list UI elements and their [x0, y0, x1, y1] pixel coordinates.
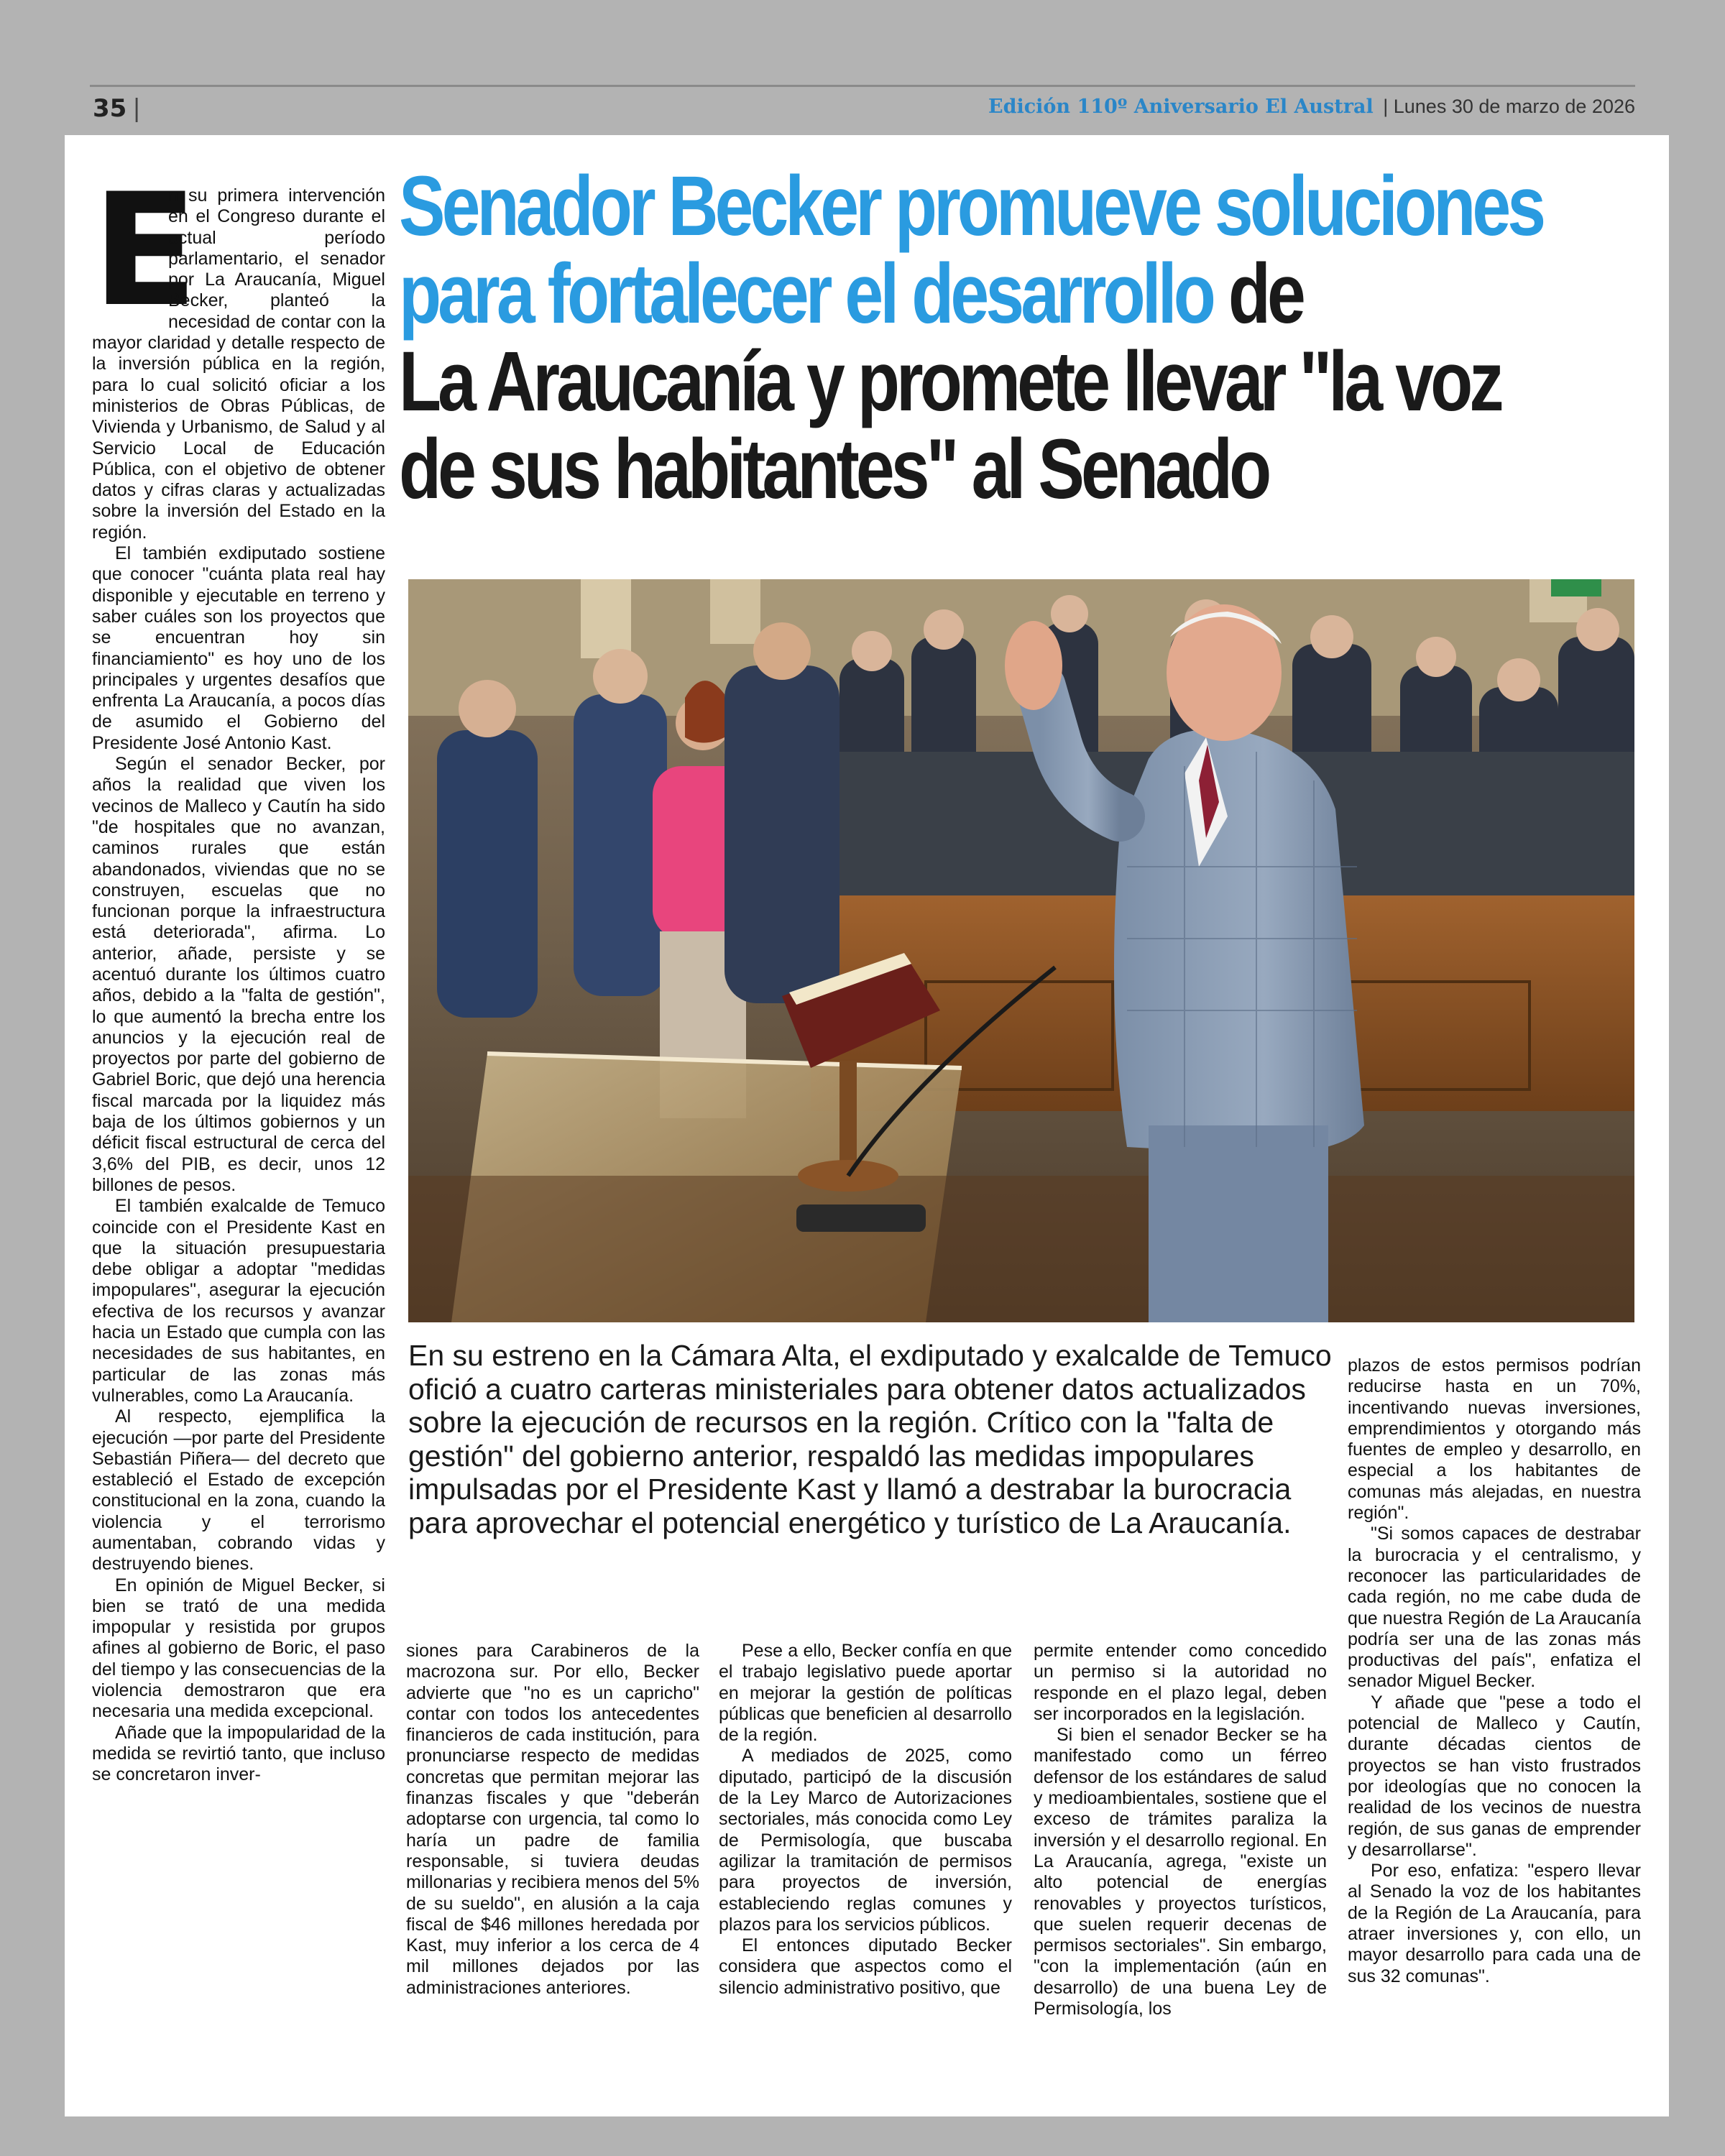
body-column-5	[1348, 1355, 1641, 1987]
edition-title: Edición 110º Aniversario El Austral	[988, 96, 1374, 118]
newspaper-page	[65, 135, 1669, 2116]
headline	[399, 159, 1543, 517]
paragraph: Y añade que "pese a todo el potencial de Malleco y Cautín, durante décadas cientos de proyectos se han visto frustrados por ideologías que no conocen la realidad de los vecinos de nuestra región, de sus ganas de emprender y desarrollarse".	[1348, 1692, 1641, 1860]
paragraph: Según el senador Becker, por años la realidad que viven los vecinos de Malleco y Cautín ha sido "de hospitales que no avanzan, caminos rurales que están abandonados, viviendas que no se construyen, escuelas que no funcionan porque la infraestructura está deteriorada", afirma. Lo anterior, añade, persiste y se acentuó durante los últimos cuatro años, debido a la "falta de gestión", lo que aumentó la brecha entre los anuncios y la ejecución real de proyectos por parte del gobierno de Gabriel Boric, que dejó una herencia fiscal marcada por la liquidez más baja de los últimos gobiernos y un déficit fiscal estructural de cerca del 3,6% del PIB, es decir, unos 12 billones de pesos.	[92, 754, 385, 1195]
paragraph: Añade que la impopularidad de la medida se revirtió tanto, que incluso se concretaron inver-	[92, 1722, 385, 1785]
paragraph: E n su primera intervención en el Congreso durante el actual período parlamentario, el senador por La Araucanía, Miguel Becker, planteó la necesidad de contar con la mayor claridad y detalle respecto de la inversión pública en la región, para lo cual solicitó oficiar a los ministerios de Obras Públicas, de Vivienda y Urbanismo, de Salud y al Servicio Local de Educación Pública, con el objetivo de obtener datos y cifras claras y actualizadas sobre la inversión del Estado en la región.	[92, 160, 385, 543]
body-column-3	[719, 1641, 1012, 1999]
chamber-window	[710, 579, 760, 644]
paragraph: Pese a ello, Becker confía en que el trabajo legislativo puede aportar en mejorar la gestión de políticas públicas que beneficien al desarrollo de la región.	[719, 1641, 1012, 1746]
photo-illustration	[408, 579, 1634, 1322]
page-header	[90, 85, 1635, 129]
paragraph: Al respecto, ejemplifica la ejecución —por parte del Presidente Sebastián Piñera— del decreto que estableció el Estado de excepción constitucional en la zona, cuando la violencia y el terrorismo aumentaban, cobrando vidas y destruyendo bienes.	[92, 1406, 385, 1575]
headline-line-2: para fortalecer el desarrollo de	[399, 247, 1302, 341]
paragraph: permite entender como concedido un permiso si la autoridad no responde en el plazo legal, deben ser incorporados en la legislación.	[1034, 1641, 1327, 1724]
body-column-1	[92, 160, 385, 1786]
headline-line-1: Senador Becker promueve soluciones	[399, 159, 1543, 254]
page-number-separator: |	[132, 94, 141, 123]
paragraph: A mediados de 2025, como diputado, participó de la discusión de la Ley Marco de Autorizaciones sectoriales, más conocida como Ley de Permisología, que buscaba agilizar la tramitación de permisos para proyectos de inversión, estableciendo reglas comunes y plazos para los servicios públicos.	[719, 1746, 1012, 1935]
paragraph: El también exalcalde de Temuco coincide con el Presidente Kast en que la situación presupuestaria debe obligar a adoptar "medidas impopulares", asegurar la ejecución efectiva de los recursos y avanzar hacia un Estado que cumpla con las necesidades de sus habitantes, en particular de las zonas más vulnerables, como La Araucanía.	[92, 1196, 385, 1406]
body-column-2	[406, 1641, 699, 1999]
headline-line-3: La Araucanía y promete llevar "la voz	[399, 334, 1501, 429]
paragraph: plazos de estos permisos podrían reducirse hasta en un 70%, incentivando nuevas inversiones, emprendimientos y otorgando más fuentes de empleo y desarrollo, en especial a los habitantes de comunas más alejadas, en nuestra región".	[1348, 1355, 1641, 1524]
issue-date: | Lunes 30 de marzo de 2026	[1383, 96, 1635, 117]
article-deck: En su estreno en la Cámara Alta, el exdiputado y exalcalde de Temuco ofició a cuatro carteras ministeriales para obtener datos actualizados sobre la ejecución de recursos en la región. Crítico con la "falta de gestión" del gobierno anterior, respaldó las medidas impopulares impulsadas por el Presidente Kast y llamó a destrabar la burocracia para aprovechar el potencial energético y turístico de La Araucanía.	[408, 1339, 1332, 1539]
green-exit-sign	[1551, 579, 1601, 596]
paragraph: Por eso, enfatiza: "espero llevar al Senado la voz de los habitantes de la Región de La Araucanía, para atraer inversiones y, con ello, un mayor desarrollo para cada una de sus 32 comunas".	[1348, 1861, 1641, 1986]
body-column-4	[1034, 1641, 1327, 2019]
drop-cap: E	[92, 160, 198, 341]
paragraph: En opinión de Miguel Becker, si bien se trató de una medida impopular y resistida por grupos afines al gobierno de Boric, el paso del tiempo y las consecuencias de la violencia demostraron que era necesaria una medida excepcional.	[92, 1575, 385, 1722]
paragraph: El también exdiputado sostiene que conocer "cuánta plata real hay disponible y ejecutable en terreno y saber cuáles son los proyectos que se encuentran hoy sin financiamiento" es hoy uno de los principales y urgentes desafíos que enfrenta La Araucanía, a pocos días de asumido el Gobierno del Presidente José Antonio Kast.	[92, 543, 385, 753]
paragraph: "Si somos capaces de destrabar la burocracia y el centralismo, y reconocer las particularidades de cada región, no me cabe duda de que nuestra Región de La Araucanía podría ser una de las zonas más productivas del país", enfatiza el senador Miguel Becker.	[1348, 1524, 1641, 1692]
senate-swearing-in-photo	[408, 579, 1634, 1322]
chamber-window	[581, 579, 631, 658]
paragraph: siones para Carabineros de la macrozona sur. Por ello, Becker advierte que "no es un capricho" contar con todos los antecedentes financieros de cada institución, para pronunciarse respecto de medidas concretas que permitan mejorar las finanzas fiscales y que "deberán adoptarse con urgencia, tal como lo haría un padre de familia responsable, si tuviera deudas millonarias y recibiera menos del 5% de su sueldo", en alusión a la caja fiscal de $46 millones heredada por Kast, muy inferior a los cerca de 4 mil millones dejados por las administraciones anteriores.	[406, 1641, 699, 1998]
paragraph: El entonces diputado Becker considera que aspectos como el silencio administrativo positivo, que	[719, 1935, 1012, 1998]
paragraph: Si bien el senador Becker se ha manifestado como un férreo defensor de los estándares de salud y medioambientales, sostiene que el exceso de trámites paraliza la inversión y el desarrollo regional. En La Araucanía, agrega, "existe un alto potencial de energías renovables y proyectos turísticos, que suelen requerir decenas de permisos sectoriales". Sin embargo, "con la implementación (aún en desarrollo) de una buena Ley de Permisología, los	[1034, 1725, 1327, 2019]
page-number: 35 |	[93, 94, 141, 123]
headline-line-4: de sus habitantes" al Senado	[399, 422, 1269, 517]
edition-info	[988, 96, 1635, 118]
